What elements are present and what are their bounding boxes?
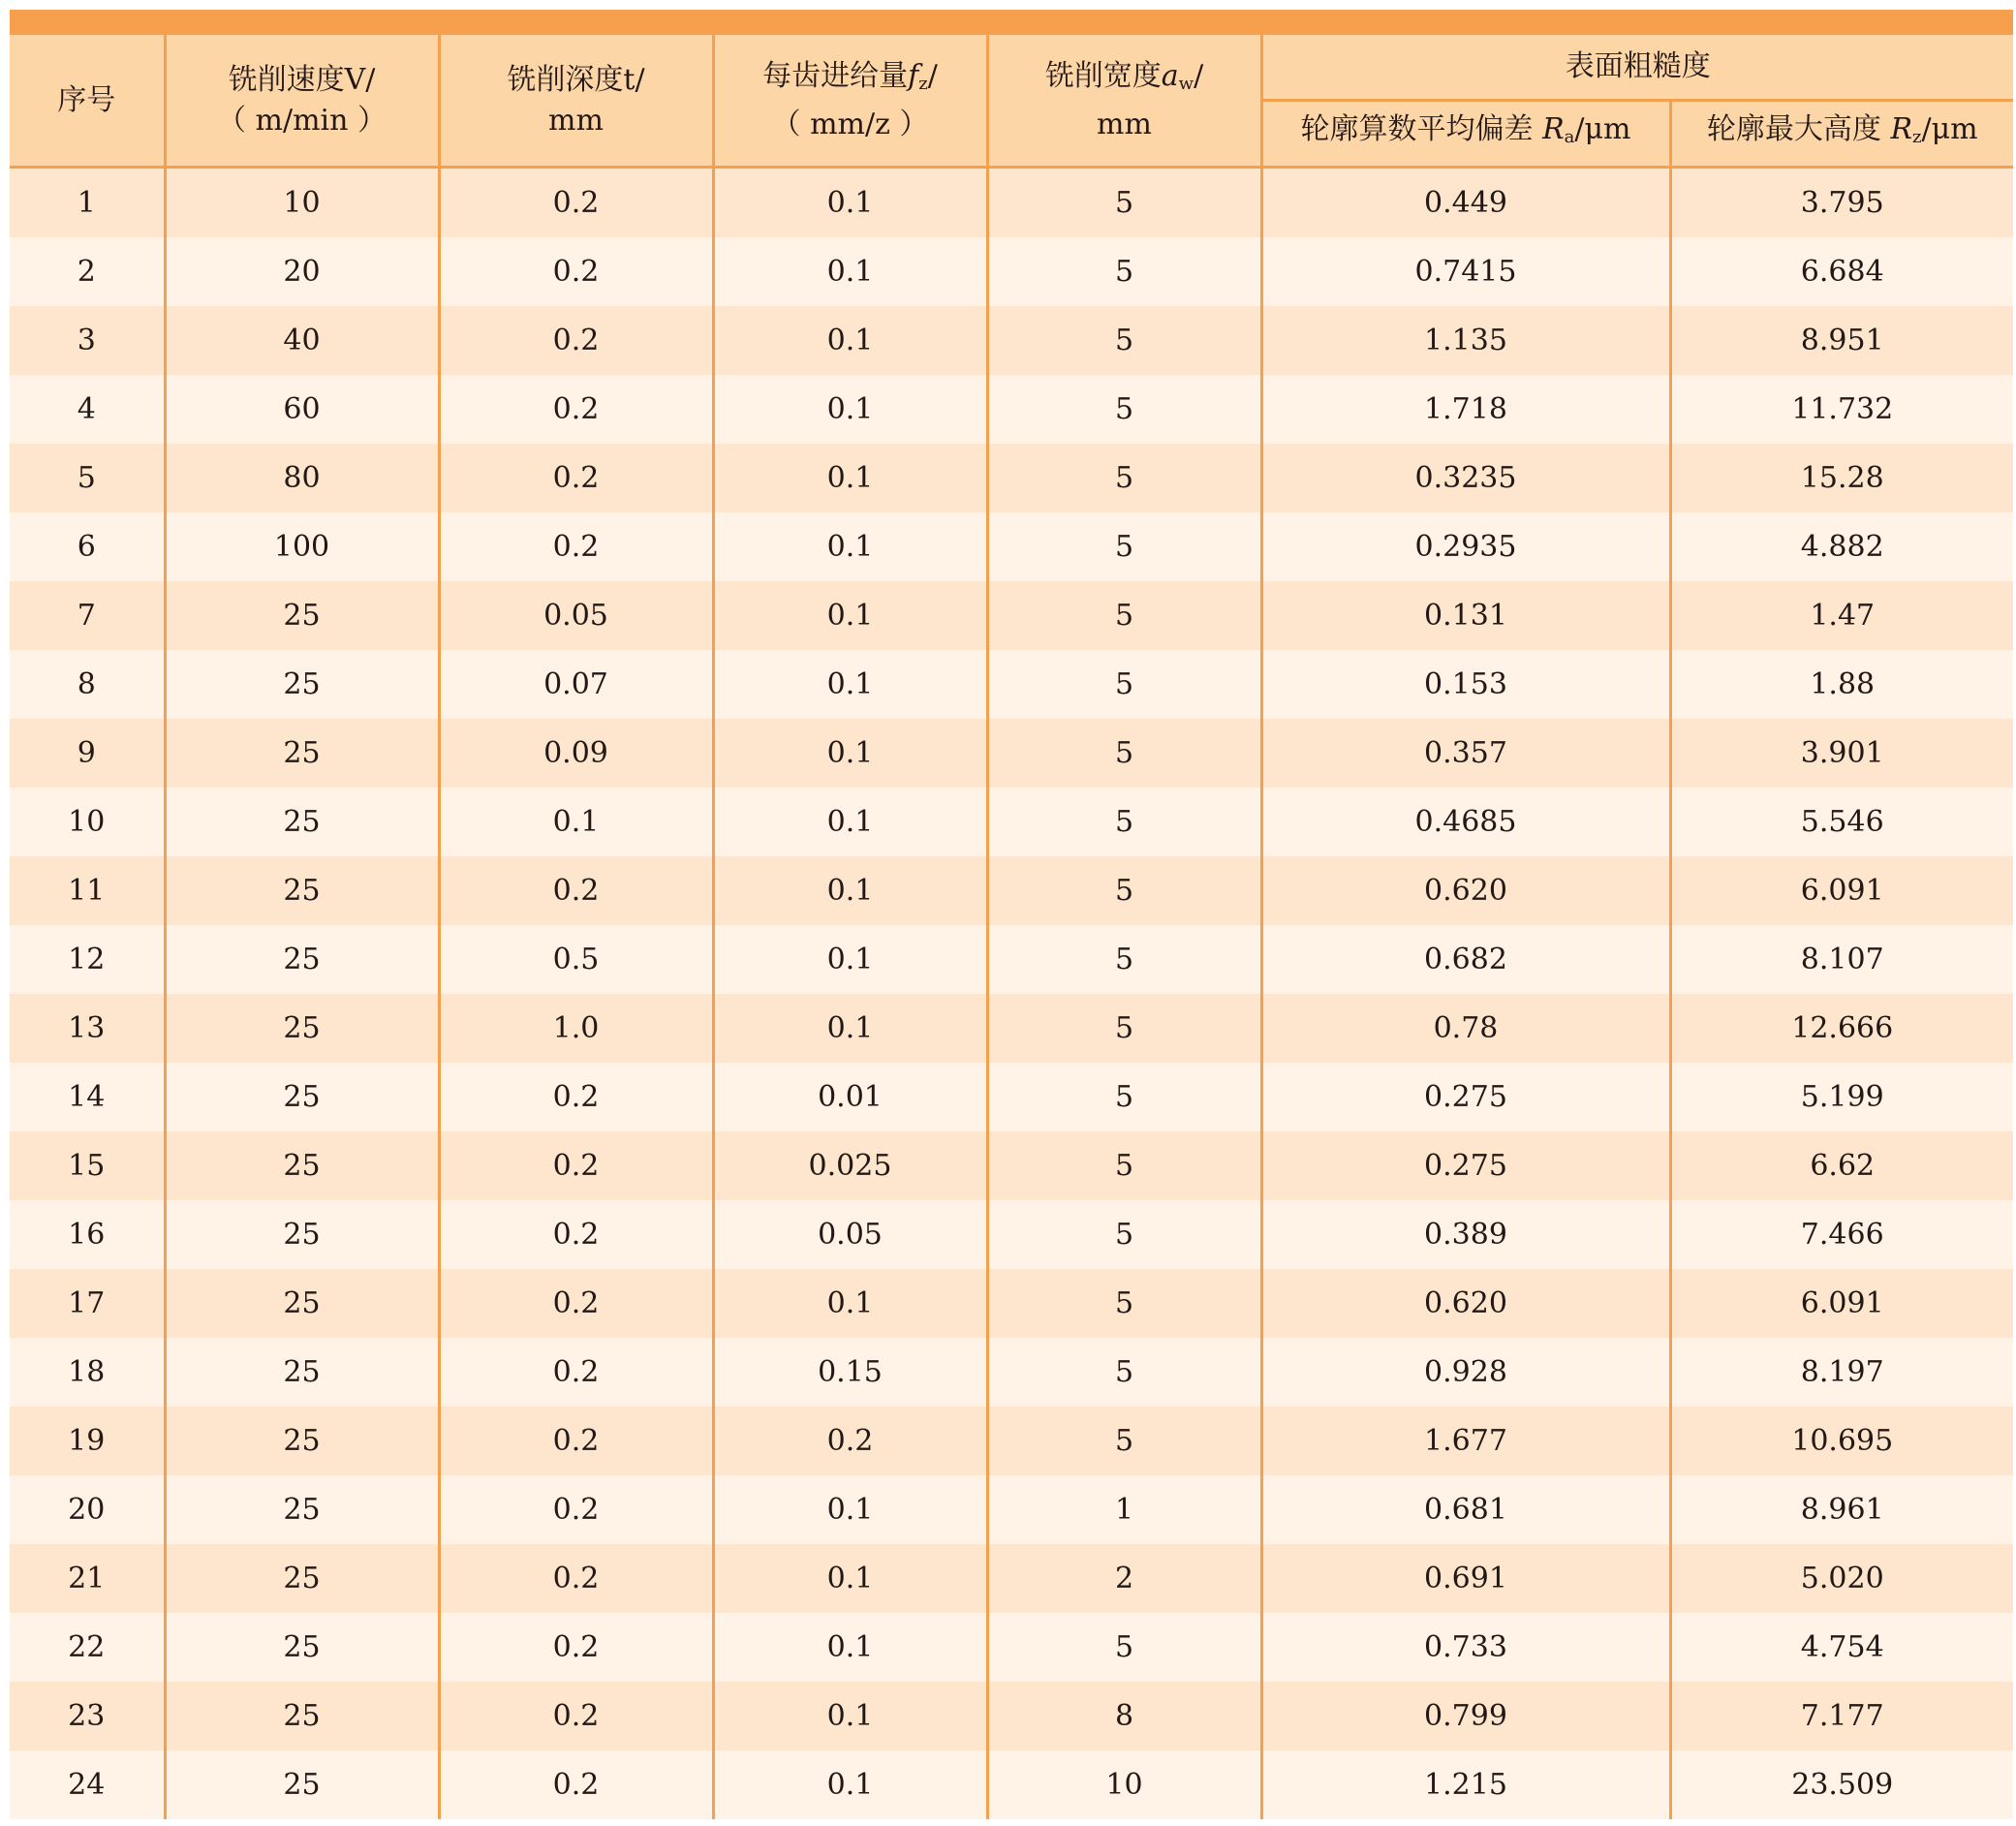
cell-ra: 0.357 bbox=[1261, 719, 1670, 788]
cell-index: 20 bbox=[10, 1475, 165, 1544]
cell-feed: 0.1 bbox=[713, 1750, 987, 1819]
cell-feed: 0.1 bbox=[713, 581, 987, 650]
cell-depth: 1.0 bbox=[439, 994, 713, 1063]
cell-depth: 0.2 bbox=[439, 168, 713, 238]
table-row bbox=[10, 719, 2013, 788]
cell-index: 24 bbox=[10, 1750, 165, 1819]
cell-ra: 0.131 bbox=[1261, 581, 1670, 650]
cell-width: 2 bbox=[987, 1544, 1261, 1613]
cell-rz: 3.795 bbox=[1670, 168, 2013, 238]
cell-index: 1 bbox=[10, 168, 165, 238]
cell-ra: 0.733 bbox=[1261, 1613, 1670, 1682]
cell-feed: 0.2 bbox=[713, 1407, 987, 1475]
cell-depth: 0.2 bbox=[439, 1131, 713, 1200]
cell-width: 10 bbox=[987, 1750, 1261, 1819]
cell-speed: 25 bbox=[165, 1750, 439, 1819]
header-cutting-speed-line1: 铣削速度V/ bbox=[228, 62, 376, 97]
cell-depth: 0.2 bbox=[439, 306, 713, 375]
cell-ra: 0.681 bbox=[1261, 1475, 1670, 1544]
cell-feed: 0.1 bbox=[713, 1682, 987, 1750]
cell-depth: 0.2 bbox=[439, 237, 713, 306]
cell-rz: 5.020 bbox=[1670, 1544, 2013, 1613]
table-row bbox=[10, 1063, 2013, 1131]
cell-rz: 6.62 bbox=[1670, 1131, 2013, 1200]
cell-index: 12 bbox=[10, 925, 165, 994]
cell-rz: 8.107 bbox=[1670, 925, 2013, 994]
cell-depth: 0.2 bbox=[439, 1613, 713, 1682]
cell-feed: 0.1 bbox=[713, 856, 987, 925]
cell-ra: 0.620 bbox=[1261, 1269, 1670, 1338]
cell-speed: 25 bbox=[165, 1544, 439, 1613]
cell-depth: 0.2 bbox=[439, 1063, 713, 1131]
cell-feed: 0.1 bbox=[713, 306, 987, 375]
cell-feed: 0.1 bbox=[713, 788, 987, 856]
cell-depth: 0.2 bbox=[439, 1269, 713, 1338]
table-row bbox=[10, 1131, 2013, 1200]
cell-index: 10 bbox=[10, 788, 165, 856]
header-cutting-width bbox=[987, 35, 1261, 168]
cell-rz: 8.197 bbox=[1670, 1338, 2013, 1407]
cell-ra: 0.799 bbox=[1261, 1682, 1670, 1750]
table-row bbox=[10, 788, 2013, 856]
cell-speed: 25 bbox=[165, 1682, 439, 1750]
cell-ra: 0.2935 bbox=[1261, 512, 1670, 581]
cell-ra: 1.215 bbox=[1261, 1750, 1670, 1819]
cell-width: 5 bbox=[987, 581, 1261, 650]
cell-depth: 0.2 bbox=[439, 444, 713, 512]
table-row bbox=[10, 856, 2013, 925]
cell-depth: 0.05 bbox=[439, 581, 713, 650]
cell-index: 21 bbox=[10, 1544, 165, 1613]
cell-speed: 25 bbox=[165, 581, 439, 650]
cell-ra: 0.691 bbox=[1261, 1544, 1670, 1613]
cell-speed: 25 bbox=[165, 650, 439, 719]
cell-speed: 40 bbox=[165, 306, 439, 375]
cell-index: 6 bbox=[10, 512, 165, 581]
cell-rz: 6.091 bbox=[1670, 1269, 2013, 1338]
cell-rz: 1.47 bbox=[1670, 581, 2013, 650]
cell-ra: 0.389 bbox=[1261, 1200, 1670, 1269]
header-ra: 轮廓算数平均偏差 $R_a/\mu m$ bbox=[1261, 101, 1670, 168]
cell-rz: 1.88 bbox=[1670, 650, 2013, 719]
cell-depth: 0.2 bbox=[439, 1682, 713, 1750]
cell-speed: 100 bbox=[165, 512, 439, 581]
cell-ra: 0.449 bbox=[1261, 168, 1670, 238]
cell-width: 5 bbox=[987, 1407, 1261, 1475]
cell-ra: 1.135 bbox=[1261, 306, 1670, 375]
header-rz: 轮廓最大高度 $R_z/\mu m$ bbox=[1670, 101, 2013, 168]
cell-speed: 25 bbox=[165, 994, 439, 1063]
cell-index: 19 bbox=[10, 1407, 165, 1475]
cell-rz: 8.961 bbox=[1670, 1475, 2013, 1544]
cell-rz: 6.091 bbox=[1670, 856, 2013, 925]
roughness-table bbox=[10, 35, 2013, 1819]
cell-index: 14 bbox=[10, 1063, 165, 1131]
cell-feed: 0.1 bbox=[713, 1475, 987, 1544]
table-row bbox=[10, 1613, 2013, 1682]
table-row bbox=[10, 1475, 2013, 1544]
table-row bbox=[10, 1682, 2013, 1750]
cell-width: 5 bbox=[987, 1200, 1261, 1269]
cell-index: 23 bbox=[10, 1682, 165, 1750]
table-row bbox=[10, 1750, 2013, 1819]
cell-ra: 1.718 bbox=[1261, 375, 1670, 444]
header-cutting-depth bbox=[439, 35, 713, 168]
cell-feed: 0.1 bbox=[713, 237, 987, 306]
table-row bbox=[10, 375, 2013, 444]
cell-width: 5 bbox=[987, 1269, 1261, 1338]
cell-depth: 0.07 bbox=[439, 650, 713, 719]
cell-rz: 4.882 bbox=[1670, 512, 2013, 581]
cell-speed: 25 bbox=[165, 856, 439, 925]
table-row bbox=[10, 1544, 2013, 1613]
cell-index: 17 bbox=[10, 1269, 165, 1338]
cell-depth: 0.2 bbox=[439, 1750, 713, 1819]
header-cutting-speed-line2: （ m/min ） bbox=[217, 103, 387, 138]
cell-ra: 0.928 bbox=[1261, 1338, 1670, 1407]
cell-index: 22 bbox=[10, 1613, 165, 1682]
header-feed-per-tooth bbox=[713, 35, 987, 168]
cell-feed: 0.1 bbox=[713, 512, 987, 581]
cell-width: 5 bbox=[987, 375, 1261, 444]
cell-ra: 0.275 bbox=[1261, 1131, 1670, 1200]
cell-width: 5 bbox=[987, 444, 1261, 512]
cell-depth: 0.2 bbox=[439, 1407, 713, 1475]
cell-index: 11 bbox=[10, 856, 165, 925]
cell-width: 5 bbox=[987, 237, 1261, 306]
cell-speed: 25 bbox=[165, 1613, 439, 1682]
cell-index: 5 bbox=[10, 444, 165, 512]
cell-depth: 0.2 bbox=[439, 1338, 713, 1407]
table-row bbox=[10, 168, 2013, 238]
cell-rz: 7.466 bbox=[1670, 1200, 2013, 1269]
cell-rz: 7.177 bbox=[1670, 1682, 2013, 1750]
cell-index: 3 bbox=[10, 306, 165, 375]
cell-speed: 60 bbox=[165, 375, 439, 444]
header-cutting-depth-line2: mm bbox=[548, 103, 604, 138]
cell-width: 5 bbox=[987, 168, 1261, 238]
cell-width: 8 bbox=[987, 1682, 1261, 1750]
cell-width: 1 bbox=[987, 1475, 1261, 1544]
header-surface-roughness-group: 表面粗糙度 bbox=[1261, 35, 2013, 101]
cell-rz: 5.546 bbox=[1670, 788, 2013, 856]
header-cutting-width-line1: 铣削宽度$a_w/$ bbox=[1044, 58, 1204, 94]
cell-feed: 0.1 bbox=[713, 1269, 987, 1338]
cell-width: 5 bbox=[987, 788, 1261, 856]
cell-depth: 0.5 bbox=[439, 925, 713, 994]
table-row bbox=[10, 1269, 2013, 1338]
cell-width: 5 bbox=[987, 650, 1261, 719]
cell-depth: 0.2 bbox=[439, 856, 713, 925]
cell-index: 16 bbox=[10, 1200, 165, 1269]
cell-ra: 0.275 bbox=[1261, 1063, 1670, 1131]
table-row bbox=[10, 581, 2013, 650]
cell-ra: 0.7415 bbox=[1261, 237, 1670, 306]
cell-feed: 0.1 bbox=[713, 444, 987, 512]
cell-ra: 0.620 bbox=[1261, 856, 1670, 925]
table-row bbox=[10, 994, 2013, 1063]
cell-rz: 6.684 bbox=[1670, 237, 2013, 306]
cell-ra: 0.3235 bbox=[1261, 444, 1670, 512]
cell-speed: 25 bbox=[165, 788, 439, 856]
cell-rz: 5.199 bbox=[1670, 1063, 2013, 1131]
cell-width: 5 bbox=[987, 994, 1261, 1063]
cell-index: 7 bbox=[10, 581, 165, 650]
cell-width: 5 bbox=[987, 1063, 1261, 1131]
cell-feed: 0.1 bbox=[713, 1544, 987, 1613]
cell-feed: 0.1 bbox=[713, 650, 987, 719]
table-row bbox=[10, 444, 2013, 512]
cell-rz: 10.695 bbox=[1670, 1407, 2013, 1475]
cell-depth: 0.09 bbox=[439, 719, 713, 788]
header-feed-per-tooth-line2: （ mm/z ） bbox=[771, 107, 929, 141]
cell-depth: 0.2 bbox=[439, 375, 713, 444]
cell-width: 5 bbox=[987, 1613, 1261, 1682]
cell-width: 5 bbox=[987, 1131, 1261, 1200]
table-top-bar bbox=[10, 10, 2013, 35]
cell-rz: 3.901 bbox=[1670, 719, 2013, 788]
cell-index: 15 bbox=[10, 1131, 165, 1200]
header-index: 序号 bbox=[10, 35, 165, 168]
cell-ra: 0.78 bbox=[1261, 994, 1670, 1063]
header-cutting-depth-line1: 铣削深度t/ bbox=[507, 62, 645, 97]
cell-speed: 10 bbox=[165, 168, 439, 238]
cell-rz: 4.754 bbox=[1670, 1613, 2013, 1682]
cell-speed: 80 bbox=[165, 444, 439, 512]
cell-rz: 8.951 bbox=[1670, 306, 2013, 375]
table-body bbox=[10, 168, 2013, 1820]
cell-depth: 0.2 bbox=[439, 512, 713, 581]
cell-depth: 0.1 bbox=[439, 788, 713, 856]
cell-speed: 25 bbox=[165, 1407, 439, 1475]
table-row bbox=[10, 1407, 2013, 1475]
header-feed-per-tooth-line1: 每齿进给量$f_z/$ bbox=[762, 58, 938, 94]
table-row bbox=[10, 237, 2013, 306]
header-cutting-width-line2: mm bbox=[1097, 107, 1152, 141]
table-row bbox=[10, 925, 2013, 994]
cell-width: 5 bbox=[987, 856, 1261, 925]
cell-speed: 25 bbox=[165, 1063, 439, 1131]
cell-feed: 0.1 bbox=[713, 719, 987, 788]
cell-depth: 0.2 bbox=[439, 1200, 713, 1269]
cell-feed: 0.1 bbox=[713, 168, 987, 238]
table-row bbox=[10, 1200, 2013, 1269]
cell-depth: 0.2 bbox=[439, 1475, 713, 1544]
cell-feed: 0.05 bbox=[713, 1200, 987, 1269]
cell-feed: 0.025 bbox=[713, 1131, 987, 1200]
table-header bbox=[10, 35, 2013, 168]
cell-feed: 0.1 bbox=[713, 375, 987, 444]
cell-feed: 0.15 bbox=[713, 1338, 987, 1407]
cell-feed: 0.1 bbox=[713, 1613, 987, 1682]
cell-feed: 0.01 bbox=[713, 1063, 987, 1131]
cell-feed: 0.1 bbox=[713, 925, 987, 994]
cell-width: 5 bbox=[987, 306, 1261, 375]
cell-index: 2 bbox=[10, 237, 165, 306]
roughness-table-container bbox=[10, 10, 2013, 1819]
cell-index: 13 bbox=[10, 994, 165, 1063]
table-row bbox=[10, 1338, 2013, 1407]
cell-speed: 20 bbox=[165, 237, 439, 306]
header-cutting-speed bbox=[165, 35, 439, 168]
cell-speed: 25 bbox=[165, 1131, 439, 1200]
cell-speed: 25 bbox=[165, 1475, 439, 1544]
cell-rz: 11.732 bbox=[1670, 375, 2013, 444]
cell-feed: 0.1 bbox=[713, 994, 987, 1063]
cell-speed: 25 bbox=[165, 1200, 439, 1269]
cell-speed: 25 bbox=[165, 719, 439, 788]
cell-index: 4 bbox=[10, 375, 165, 444]
cell-speed: 25 bbox=[165, 925, 439, 994]
cell-rz: 12.666 bbox=[1670, 994, 2013, 1063]
cell-ra: 1.677 bbox=[1261, 1407, 1670, 1475]
table-row bbox=[10, 650, 2013, 719]
cell-width: 5 bbox=[987, 925, 1261, 994]
cell-depth: 0.2 bbox=[439, 1544, 713, 1613]
cell-rz: 23.509 bbox=[1670, 1750, 2013, 1819]
cell-ra: 0.682 bbox=[1261, 925, 1670, 994]
cell-width: 5 bbox=[987, 1338, 1261, 1407]
cell-width: 5 bbox=[987, 719, 1261, 788]
cell-width: 5 bbox=[987, 512, 1261, 581]
cell-ra: 0.153 bbox=[1261, 650, 1670, 719]
cell-ra: 0.4685 bbox=[1261, 788, 1670, 856]
cell-speed: 25 bbox=[165, 1269, 439, 1338]
cell-index: 9 bbox=[10, 719, 165, 788]
cell-rz: 15.28 bbox=[1670, 444, 2013, 512]
cell-speed: 25 bbox=[165, 1338, 439, 1407]
table-row bbox=[10, 306, 2013, 375]
table-row bbox=[10, 512, 2013, 581]
cell-index: 8 bbox=[10, 650, 165, 719]
cell-index: 18 bbox=[10, 1338, 165, 1407]
